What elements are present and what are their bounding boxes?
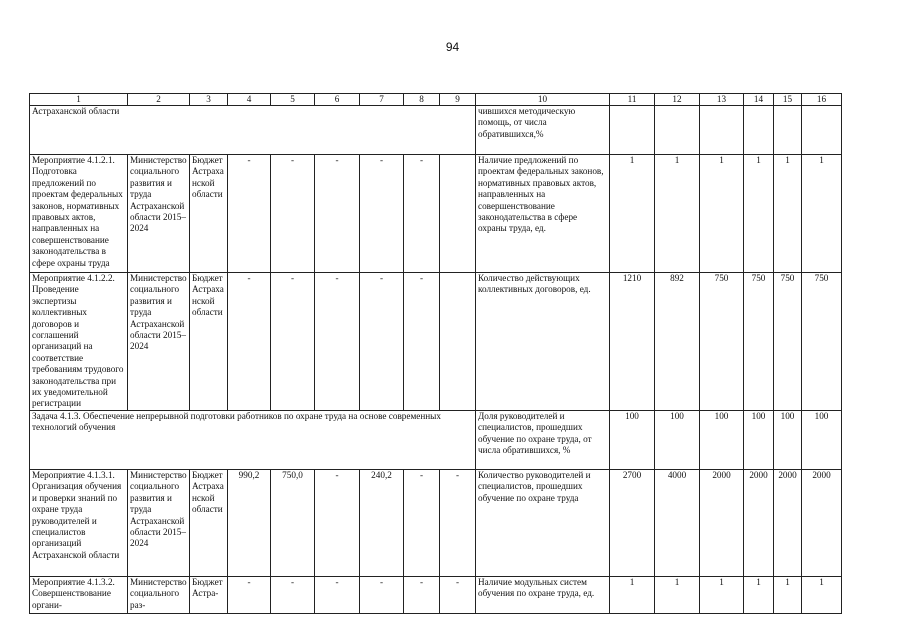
header-cell: 16 [802, 94, 842, 106]
header-cell: 6 [315, 94, 360, 106]
value-cell: 1 [610, 155, 655, 273]
source-cell: Бюджет Астраханской области [190, 155, 228, 273]
table-row [30, 273, 842, 411]
header-cell: 9 [440, 94, 476, 106]
source-cell: Бюджет Астра- [190, 576, 228, 613]
header-cell: 7 [360, 94, 404, 106]
header-cell: 14 [744, 94, 774, 106]
event-name-cell: Мероприятие 4.1.2.1. Подготовка предложений по проектам федеральных законов, нормативных правовых актов, направленных на совершенствование законодательства в сфере охраны труда [30, 155, 128, 273]
value-cell: 1 [700, 155, 744, 273]
table-row [30, 576, 842, 613]
value-cell: 4000 [655, 469, 700, 576]
header-row [30, 94, 842, 106]
task-row [30, 410, 842, 469]
funding-cell: - [315, 576, 360, 613]
value-cell: 1 [700, 576, 744, 613]
funding-cell: - [271, 155, 315, 273]
value-cell: 1 [774, 576, 802, 613]
funding-cell: - [271, 273, 315, 411]
value-cell: 2700 [610, 469, 655, 576]
value-cell: 1 [774, 155, 802, 273]
header-cell: 12 [655, 94, 700, 106]
funding-cell: - [315, 273, 360, 411]
value-cell: 1 [744, 155, 774, 273]
value-cell: 1 [802, 576, 842, 613]
funding-cell: - [404, 273, 440, 411]
funding-cell: - [360, 273, 404, 411]
indicator-cell: Доля руководителей и специалистов, прошедших обучение по охране труда, от числа обратившихся, % [476, 410, 610, 469]
header-cell: 1 [30, 94, 128, 106]
value-cell: 1 [802, 155, 842, 273]
event-name-cell: Мероприятие 4.1.2.2. Проведение экспертизы коллективных договоров и соглашений организаций на соответствие требованиям трудового законодательства при их уведомительной регистрации [30, 273, 128, 411]
value-cell: 750 [700, 273, 744, 411]
indicator-cell: Количество руководителей и специалистов, прошедших обучение по охране труда [476, 469, 610, 576]
funding-cell: - [360, 576, 404, 613]
value-cell: 100 [802, 410, 842, 469]
header-cell: 13 [700, 94, 744, 106]
funding-cell: - [228, 155, 271, 273]
header-cell: 10 [476, 94, 610, 106]
funding-cell: - [440, 576, 476, 613]
indicator-cell: чившихся методическую помощь, от числа обратившихся,% [476, 106, 610, 155]
executor-cell: Министерство социального развития и труда Астраханской области 2015–2024 [128, 273, 190, 411]
value-cell: 2000 [700, 469, 744, 576]
table-row [30, 155, 842, 273]
value-cell: 100 [610, 410, 655, 469]
indicator-cell: Наличие предложений по проектам федеральных законов, нормативных правовых актов, направленных на совершенствование законодательства в сфере охраны труда, ед. [476, 155, 610, 273]
funding-cell: - [404, 576, 440, 613]
value-cell: 100 [774, 410, 802, 469]
value-cell: 750 [802, 273, 842, 411]
funding-cell: - [228, 273, 271, 411]
funding-cell: 240,2 [360, 469, 404, 576]
executor-cell: Министерство социального развития и труда Астраханской области 2015–2024 [128, 155, 190, 273]
funding-cell: 990,2 [228, 469, 271, 576]
value-cell: 1 [610, 576, 655, 613]
page-number: 94 [445, 40, 460, 54]
funding-cell: - [271, 576, 315, 613]
header-cell: 3 [190, 94, 228, 106]
funding-cell: - [404, 469, 440, 576]
value-cell: 1 [655, 576, 700, 613]
event-name-cell: Мероприятие 4.1.3.1. Организация обучения и проверки знаний по охране труда руководителей и специалистов организаций Астраханской области [30, 469, 128, 576]
funding-cell: - [315, 469, 360, 576]
event-name-cell: Мероприятие 4.1.3.2. Совершенствование органи- [30, 576, 128, 613]
value-cell: 100 [655, 410, 700, 469]
table-row [30, 106, 842, 155]
continuation-cell: Астраханской области [30, 106, 476, 155]
task-cell: Задача 4.1.3. Обеспечение непрерывной подготовки работников по охране труда на основе современных технологий обучения [30, 410, 476, 469]
value-cell: 100 [744, 410, 774, 469]
table-row [30, 469, 842, 576]
header-cell: 8 [404, 94, 440, 106]
value-cell: 1 [744, 576, 774, 613]
value-cell: 750 [774, 273, 802, 411]
header-cell: 15 [774, 94, 802, 106]
indicator-cell: Количество действующих коллективных договоров, ед. [476, 273, 610, 411]
funding-cell [440, 155, 476, 273]
executor-cell: Министерство социального раз- [128, 576, 190, 613]
value-cell: 1 [655, 155, 700, 273]
executor-cell: Министерство социального развития и труда Астраханской области 2015–2024 [128, 469, 190, 576]
source-cell: Бюджет Астраханской области [190, 469, 228, 576]
header-cell: 11 [610, 94, 655, 106]
funding-cell: - [315, 155, 360, 273]
value-cell: 892 [655, 273, 700, 411]
program-table [29, 93, 842, 614]
funding-cell: - [360, 155, 404, 273]
header-cell: 4 [228, 94, 271, 106]
funding-cell: - [228, 576, 271, 613]
value-cell: 750 [744, 273, 774, 411]
value-cell: 1210 [610, 273, 655, 411]
funding-cell [440, 273, 476, 411]
header-cell: 2 [128, 94, 190, 106]
source-cell: Бюджет Астраханской области [190, 273, 228, 411]
funding-cell: - [440, 469, 476, 576]
value-cell: 2000 [744, 469, 774, 576]
funding-cell: - [404, 155, 440, 273]
funding-cell: 750,0 [271, 469, 315, 576]
value-cell: 2000 [774, 469, 802, 576]
header-cell: 5 [271, 94, 315, 106]
value-cell: 2000 [802, 469, 842, 576]
indicator-cell: Наличие модульных систем обучения по охране труда, ед. [476, 576, 610, 613]
value-cell: 100 [700, 410, 744, 469]
